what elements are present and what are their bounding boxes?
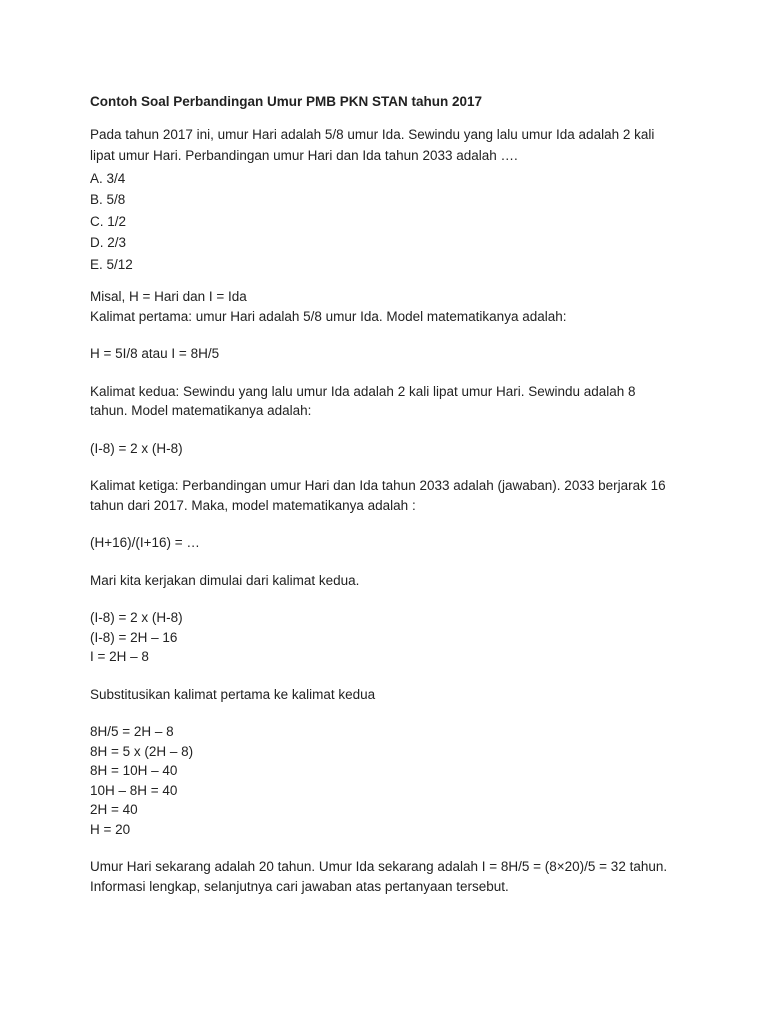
question-text xyxy=(90,124,700,167)
conclusion-text xyxy=(90,857,700,896)
answer-options xyxy=(90,168,700,276)
second-sentence-steps xyxy=(90,608,700,667)
second-equation: (I-8) = 2 x (H-8) xyxy=(90,440,183,456)
conclusion-line: Umur Hari sekarang adalah 20 tahun. Umur Ida sekarang adalah I = 8H/5 = (8×20)/5 = 32 tahun. xyxy=(90,859,668,874)
question-line: lipat umur Hari. Perbandingan umur Hari dan Ida tahun 2033 adalah …. xyxy=(90,148,518,163)
substitution-steps xyxy=(90,722,700,839)
third-sentence-text xyxy=(90,476,700,515)
step-line: 8H = 5 x (2H – 8) xyxy=(90,743,194,759)
second-sentence-line: Kalimat kedua: Sewindu yang lalu umur Ida adalah 2 kali lipat umur Hari. Sewindu adalah 8 xyxy=(90,383,636,399)
option-b: B. 5/8 xyxy=(90,192,126,207)
option-d: D. 2/3 xyxy=(90,235,127,250)
option-c: C. 1/2 xyxy=(90,213,127,229)
substitution-note: Substitusikan kalimat pertama ke kalimat kedua xyxy=(90,686,376,702)
third-equation: (H+16)/(I+16) = … xyxy=(90,535,200,550)
document-page xyxy=(90,92,700,914)
step-line: (I-8) = 2H – 16 xyxy=(90,629,178,645)
first-sentence-section xyxy=(90,287,700,326)
step-line: H = 20 xyxy=(90,821,131,837)
third-sentence-line: tahun dari 2017. Maka, model matematikanya adalah : xyxy=(90,497,416,513)
start-note: Mari kita kerjakan dimulai dari kalimat kedua. xyxy=(90,572,360,588)
step-line: I = 2H – 8 xyxy=(90,649,149,664)
second-sentence-line: tahun. Model matematikanya adalah: xyxy=(90,403,312,418)
second-sentence-text xyxy=(90,382,700,421)
first-sentence-text: Kalimat pertama: umur Hari adalah 5/8 umur Ida. Model matematikanya adalah: xyxy=(90,308,567,324)
first-equation: H = 5I/8 atau I = 8H/5 xyxy=(90,346,220,361)
question-line: Pada tahun 2017 ini, umur Hari adalah 5/8 umur Ida. Sewindu yang lalu umur Ida adalah 2 kali xyxy=(90,126,655,142)
option-e: E. 5/12 xyxy=(90,256,133,272)
conclusion-line: Informasi lengkap, selanjutnya cari jawaban atas pertanyaan tersebut. xyxy=(90,878,509,894)
third-sentence-line: Kalimat ketiga: Perbandingan umur Hari dan Ida tahun 2033 adalah (jawaban). 2033 berjarak 16 xyxy=(90,478,666,493)
document-title: Contoh Soal Perbandingan Umur PMB PKN STAN tahun 2017 xyxy=(90,94,483,109)
variable-definition: Misal, H = Hari dan I = Ida xyxy=(90,289,247,304)
option-a: A. 3/4 xyxy=(90,170,126,186)
step-line: 10H – 8H = 40 xyxy=(90,782,178,798)
step-line: 8H = 10H – 40 xyxy=(90,763,178,778)
step-line: 8H/5 = 2H – 8 xyxy=(90,724,174,739)
step-line: 2H = 40 xyxy=(90,802,138,817)
step-line: (I-8) = 2 x (H-8) xyxy=(90,610,183,625)
